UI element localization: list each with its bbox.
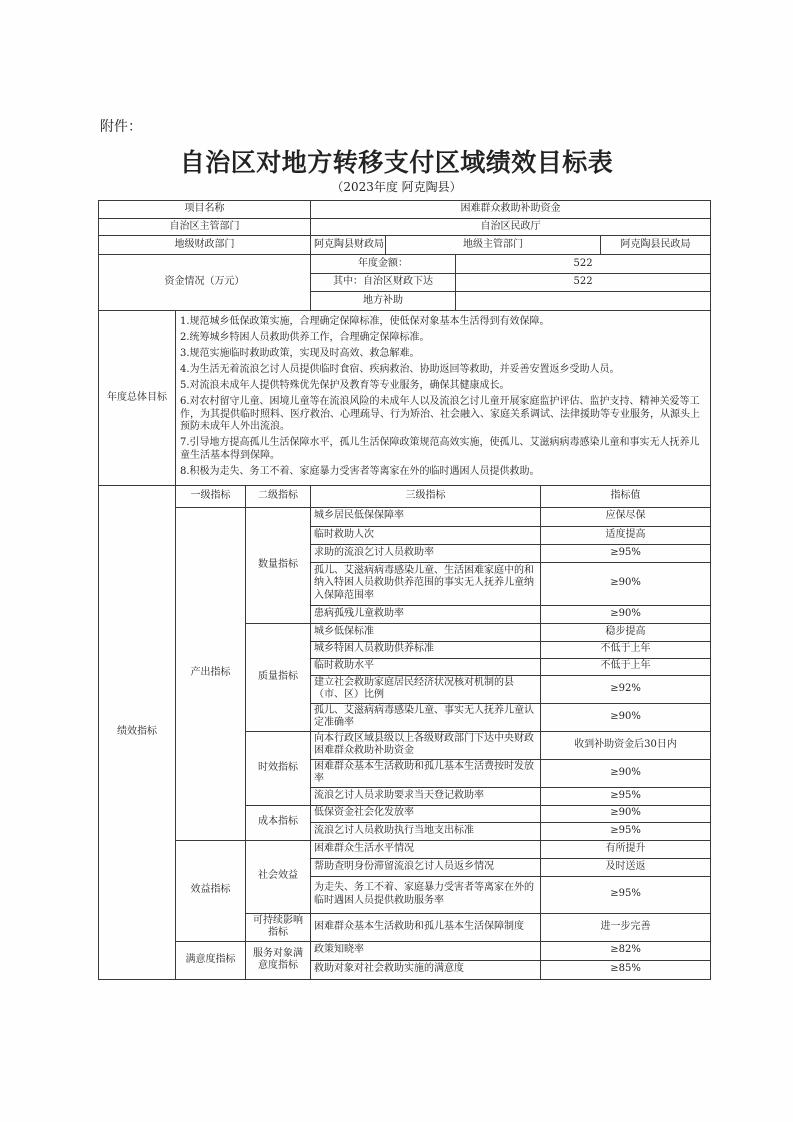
indicator-value: ≥95%: [541, 787, 711, 805]
indicator-value: 适度提高: [541, 526, 711, 544]
indicator-value: ≥90%: [541, 759, 711, 787]
indicator-value: ≥90%: [541, 605, 711, 623]
indicator-name: 患病孤残儿童救助率: [311, 605, 541, 623]
funds-label: 资金情况（万元）: [99, 255, 311, 311]
indicator-name: 孤儿、艾滋病病毒感染儿童、生活困难家庭中的和纳入特困人员救助供养范围的事实无人抚养儿童纳入保障范围率: [311, 562, 541, 605]
indicator-name: 困难群众基本生活救助和孤儿基本生活费按时发放率: [311, 759, 541, 787]
indicator-name: 政策知晓率: [311, 941, 541, 960]
indicator-name: 孤儿、艾滋病病毒感染儿童、事实无人抚养儿童认定准确率: [311, 703, 541, 731]
indicator-name: 帮助查明身份滞留流浪乞讨人员返乡情况: [311, 858, 541, 876]
local-dept-value: 阿克陶县民政局: [601, 236, 711, 255]
indicator-value: 有所提升: [541, 840, 711, 858]
indicator-name: 临时救助水平: [311, 658, 541, 675]
indicator-value: ≥90%: [541, 703, 711, 731]
performance-target-table: [98, 200, 711, 980]
supervisor-row: [99, 219, 711, 236]
level2-cost: 成本指标: [246, 805, 311, 840]
level2-quantity: 数量指标: [246, 507, 311, 623]
project-name-row: [99, 201, 711, 219]
indicator-value: ≥82%: [541, 941, 711, 960]
annual-goals-label: 年度总体目标: [99, 311, 176, 486]
indicator-name: 城乡居民低保保障率: [311, 507, 541, 526]
funds-annual-label: 年度金额：: [311, 255, 456, 274]
header-level3: 三级指标: [311, 485, 541, 507]
indicator-value: 进一步完善: [541, 913, 711, 941]
header-value: 指标值: [541, 485, 711, 507]
goal-item: 7.引导地方提高孤儿生活保障水平，孤儿生活保障政策规范高效实施，使孤儿、艾滋病病毒感染儿童和事实无人抚养儿童生活基本得到保障。: [180, 437, 700, 461]
performance-label: 绩效指标: [99, 485, 176, 979]
indicator-value: ≥95%: [541, 876, 711, 913]
indicator-header-row: [99, 485, 711, 507]
level1-benefit: 效益指标: [176, 840, 246, 941]
indicator-value: ≥95%: [541, 544, 711, 562]
indicator-value: 不低于上年: [541, 658, 711, 675]
annual-goals-row: [99, 311, 711, 486]
project-name-label: 项目名称: [99, 201, 311, 219]
indicator-value: 收到补助资金后30日内: [541, 731, 711, 759]
header-level2: 二级指标: [246, 485, 311, 507]
indicator-value: ≥90%: [541, 562, 711, 605]
level1-satisfaction: 满意度指标: [176, 941, 246, 979]
document-title: 自治区对地方转移支付区域绩效目标表: [179, 148, 614, 177]
attachment-label: 附件：: [100, 119, 142, 135]
level2-quality: 质量指标: [246, 623, 311, 731]
indicator-value: ≥95%: [541, 822, 711, 840]
indicator-name: 建立社会救助家庭居民经济状况核对机制的县（市、区）比例: [311, 675, 541, 703]
funds-local-label: 地方补助: [311, 292, 456, 311]
indicator-name: 求助的流浪乞讨人员救助率: [311, 544, 541, 562]
indicator-value: ≥92%: [541, 675, 711, 703]
indicator-name: 临时救助人次: [311, 526, 541, 544]
indicator-name: 为走失、务工不着、家庭暴力受害者等离家在外的临时遇困人员提供救助服务率: [311, 876, 541, 913]
annual-goals-content: [176, 311, 711, 486]
local-departments-row: [99, 236, 711, 255]
local-dept-label: 地级主管部门: [386, 236, 601, 255]
goal-item: 1.规范城乡低保政策实施，合理确定保障标准，使低保对象基本生活得到有效保障。: [180, 316, 550, 327]
local-finance-label: 地级财政部门: [99, 236, 311, 255]
table-row: [99, 507, 711, 526]
goal-item: 3.规范实施临时救助政策，实现及时高效、救急解难。: [180, 348, 420, 359]
level2-social-benefit: 社会效益: [246, 840, 311, 913]
funds-regional-value: 522: [456, 274, 711, 292]
funds-row: [99, 255, 711, 274]
supervisor-label: 自治区主管部门: [99, 219, 311, 236]
indicator-name: 低保资金社会化发放率: [311, 805, 541, 822]
indicator-name: 城乡特困人员救助供养标准: [311, 641, 541, 658]
project-name-value: 困难群众救助补助资金: [311, 201, 711, 219]
funds-regional-label: 其中：自治区财政下达: [311, 274, 456, 292]
table-row: [99, 941, 711, 960]
indicator-name: 救助对象对社会救助实施的满意度: [311, 960, 541, 979]
indicator-name: 困难群众生活水平情况: [311, 840, 541, 858]
goal-item: 5.对流浪未成年人提供特殊优先保护及教育等专业服务，确保其健康成长。: [180, 380, 510, 391]
goal-item: 4.为生活无着流浪乞讨人员提供临时食宿、疾病救治、协助返回等救助，并妥善安置返乡受助人员。: [180, 364, 620, 375]
goal-item: 2.统筹城乡特困人员救助供养工作，合理确定保障标准。: [180, 332, 430, 343]
indicator-name: 流浪乞讨人员求助要求当天登记救助率: [311, 787, 541, 805]
indicator-name: 城乡低保标准: [311, 623, 541, 641]
level2-timeliness: 时效指标: [246, 731, 311, 805]
funds-annual-value: 522: [456, 255, 711, 274]
indicator-value: ≥90%: [541, 805, 711, 822]
indicator-value: 不低于上年: [541, 641, 711, 658]
goal-item: 8.积极为走失、务工不着、家庭暴力受害者等离家在外的临时遇困人员提供救助。: [180, 465, 540, 477]
header-level1: 一级指标: [176, 485, 246, 507]
level2-sustainable-impact: 可持续影响指标: [246, 913, 311, 941]
level2-service-satisfaction: 服务对象满意度指标: [246, 941, 311, 979]
indicator-value: 稳步提高: [541, 623, 711, 641]
funds-local-value: [456, 292, 711, 311]
table-row: [99, 840, 711, 858]
indicator-value: 应保尽保: [541, 507, 711, 526]
supervisor-value: 自治区民政厅: [311, 219, 711, 236]
indicator-value: ≥85%: [541, 960, 711, 979]
indicator-value: 及时送返: [541, 858, 711, 876]
goal-item: 6.对农村留守儿童、困境儿童等在流浪风险的未成年人以及流浪乞讨儿童开展家庭监护评估、监护支持、精神关爱等工作，为其提供临时照料、医疗救治、心理疏导、行为矫治、社会融入、家庭关系调试、法律援助等专业服务，从源头上预防未成年人外出流浪。: [180, 396, 700, 432]
local-finance-value: 阿克陶县财政局: [311, 236, 386, 255]
indicator-name: 向本行政区域县级以上各级财政部门下达中央财政困难群众救助补助资金: [311, 731, 541, 759]
level1-output: 产出指标: [176, 507, 246, 840]
indicator-name: 困难群众基本生活救助和孤儿基本生活保障制度: [311, 913, 541, 941]
indicator-name: 流浪乞讨人员救助执行当地支出标准: [311, 822, 541, 840]
document-subtitle: （2023年度 阿克陶县）: [331, 180, 462, 194]
